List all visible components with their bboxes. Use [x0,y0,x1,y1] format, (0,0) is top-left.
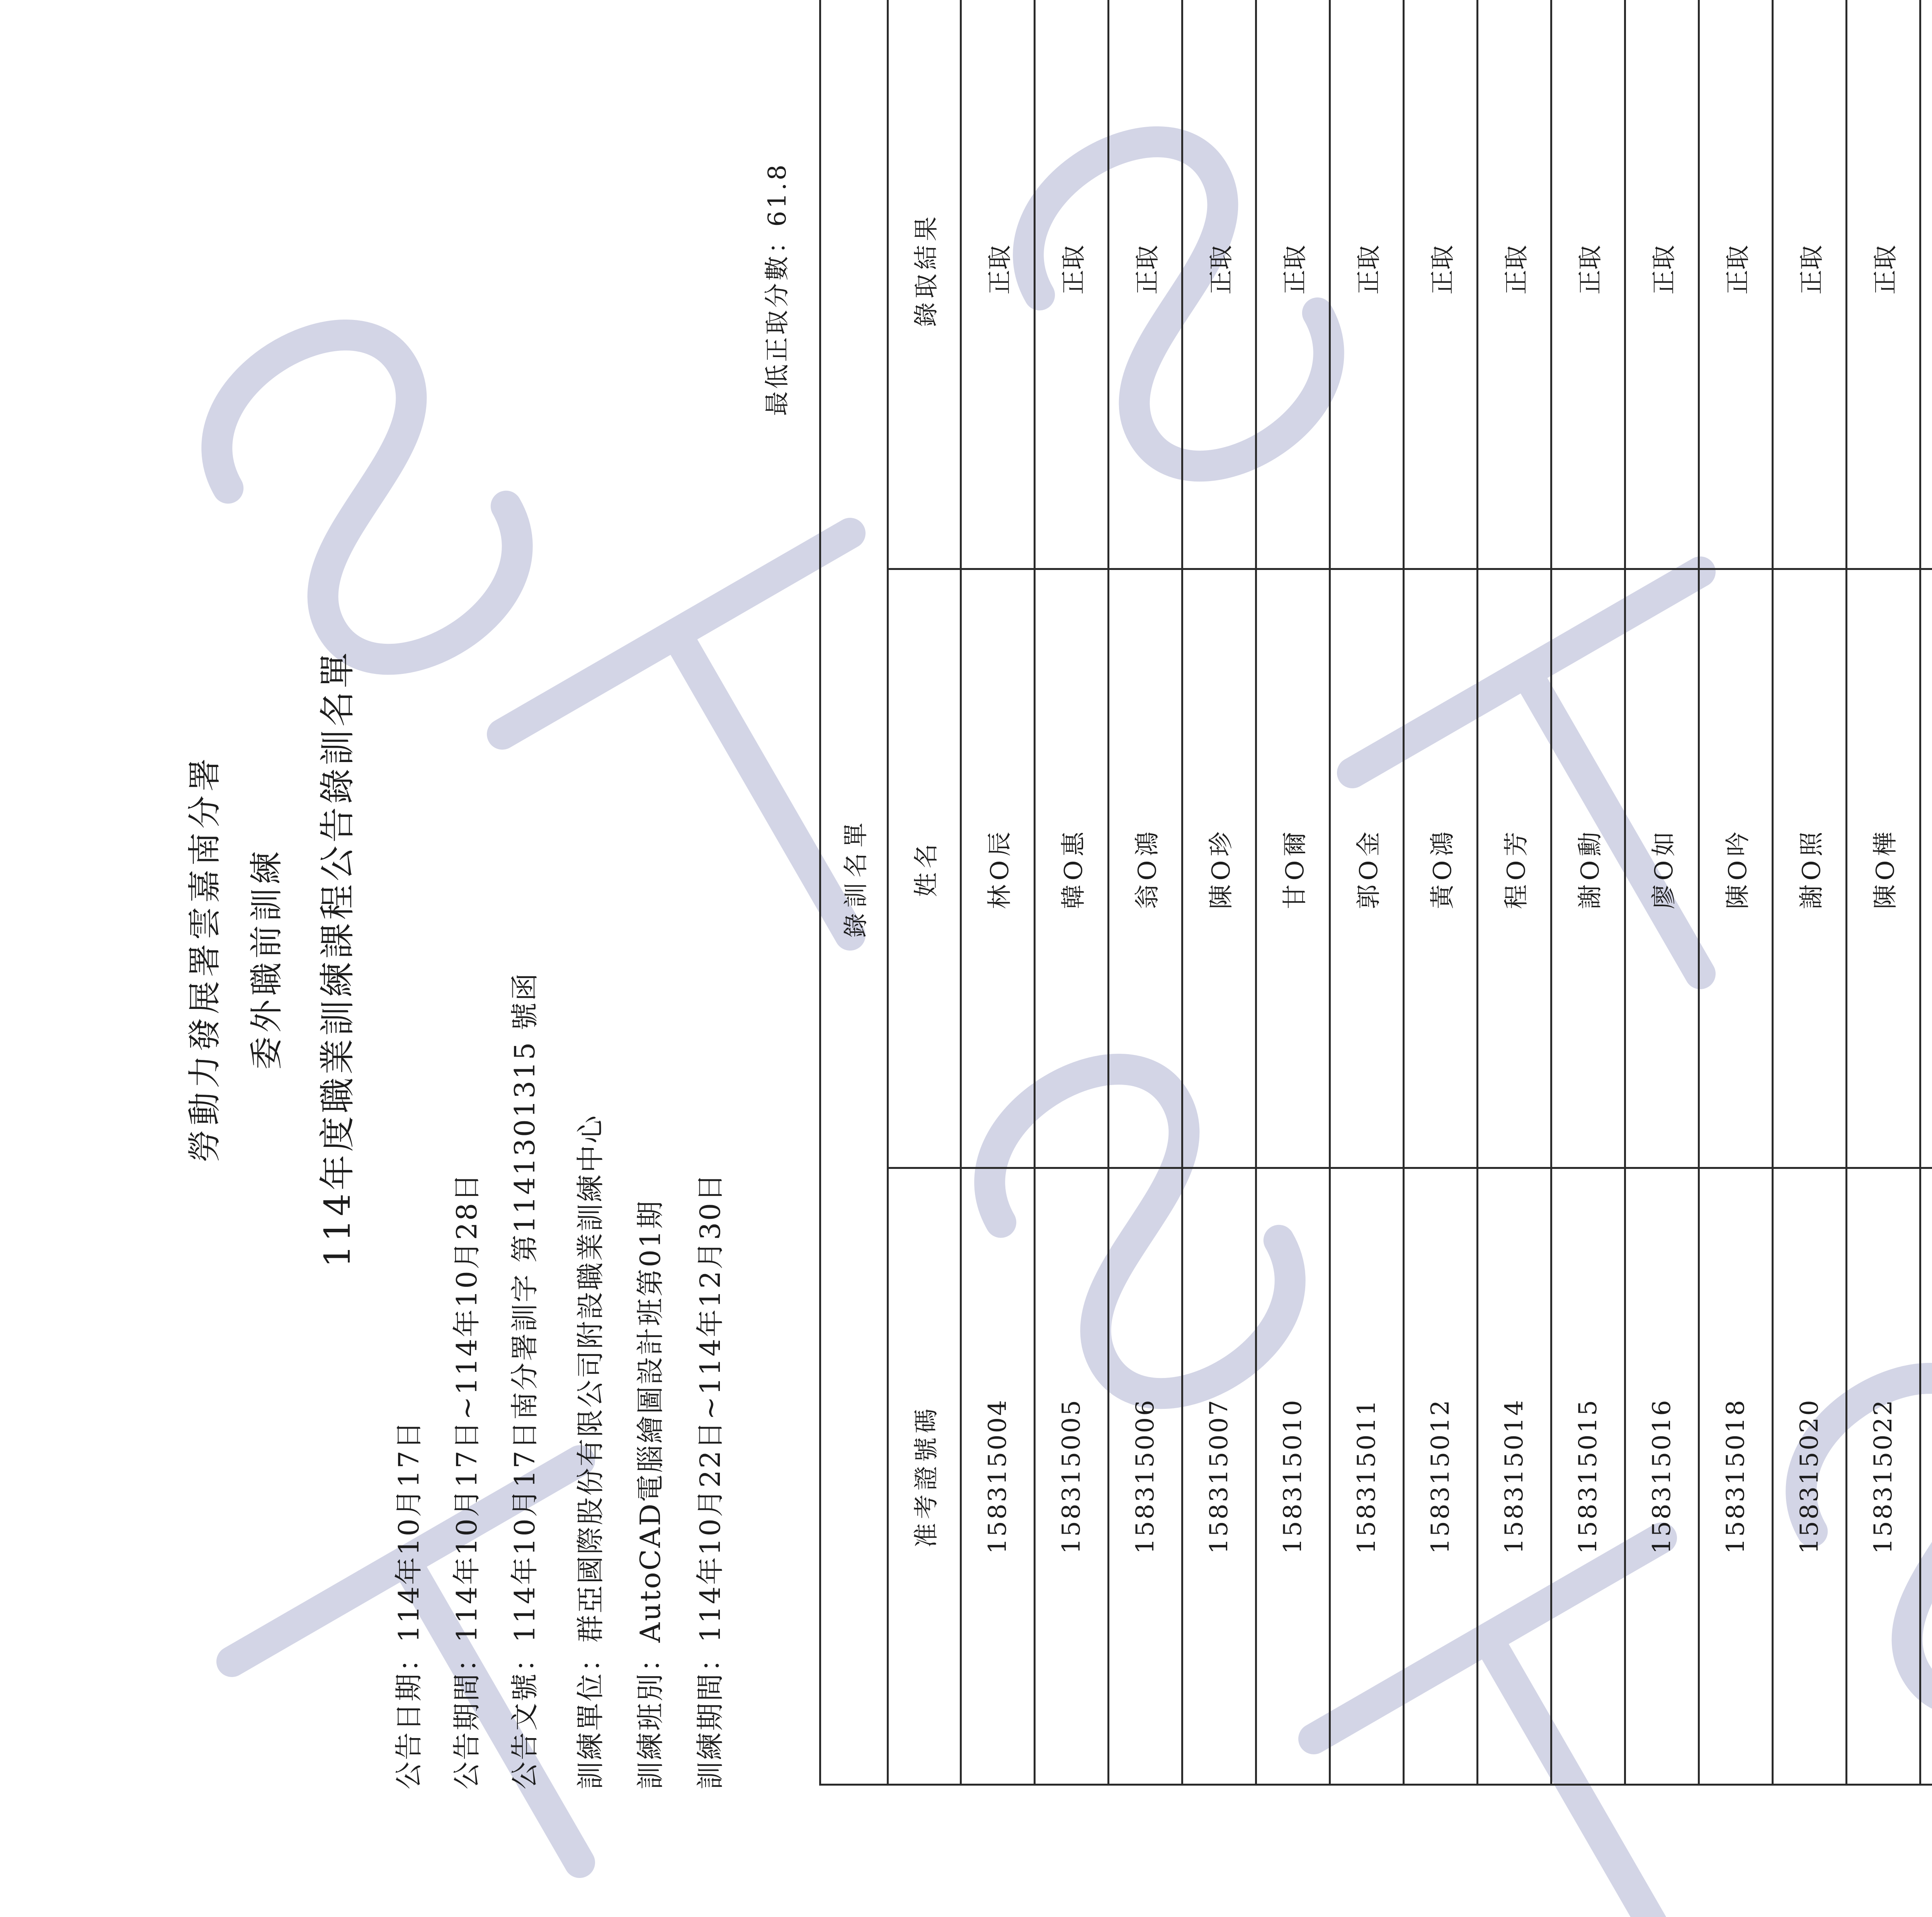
result-cell: 正取 [1330,0,1404,569]
table-row [1699,0,1773,1785]
name-cell: 程O芳 [1478,569,1551,1168]
result-cell: 正取 [1625,0,1699,569]
exam-id-cell: 158315011 [1330,1168,1404,1784]
program-title: 委外職前訓練 [247,847,286,1070]
result-cell: 正取 [1773,0,1847,569]
result-cell: 正取 [1256,0,1330,569]
exam-id-cell: 158315004 [961,1168,1035,1784]
result-cell: 正取 [1699,0,1773,569]
name-cell: 甘O爾 [1256,569,1330,1168]
table-row [1625,0,1699,1785]
document-title: 114年度職業訓練課程公告錄訓名單 [317,649,358,1268]
exam-id-cell: 158315012 [1404,1168,1478,1784]
result-cell: 正取 [1551,0,1625,569]
name-cell: 林O辰 [961,569,1035,1168]
name-cell: 謝O照 [1773,569,1847,1168]
name-cell: 黃O鴻 [1404,569,1478,1168]
name-cell: 陳O吟 [1699,569,1773,1168]
exam-id-cell: 158315010 [1256,1168,1330,1784]
exam-id-cell: 158315014 [1478,1168,1551,1784]
table-row [1773,0,1847,1785]
table-row [1920,0,1932,1785]
exam-id-cell: 158315020 [1773,1168,1847,1784]
name-cell: 韓O惠 [1035,569,1109,1168]
name-cell: 陳O珍 [1182,569,1256,1168]
table-row [1330,0,1404,1785]
table-row [1256,0,1330,1785]
exam-id-cell: 158315006 [1109,1168,1182,1784]
table-caption: 錄訓名單 [820,0,888,1785]
exam-id-cell: 158315018 [1699,1168,1773,1784]
name-cell: 翁O鴻 [1109,569,1182,1168]
name-cell: 陳O樺 [1847,569,1920,1168]
announce-period: 公告期間：114年10月17日~114年10月28日 [451,1172,483,1789]
training-period: 訓練期間：114年10月22日~114年12月30日 [694,1172,726,1789]
result-cell: 正取 [1182,0,1256,569]
exam-id-cell: 158315015 [1551,1168,1625,1784]
table-row [961,0,1035,1785]
result-cell: 正取 [1847,0,1920,569]
table-row [1404,0,1478,1785]
training-unit: 訓練單位：群亞國際股份有限公司附設職業訓練中心 [574,1114,607,1789]
column-header-exam-id: 准考證號碼 [888,1168,961,1784]
class-name: 訓練班別：AutoCAD電腦繪圖設計班第01期 [634,1199,667,1789]
name-cell: 郭O金 [1330,569,1404,1168]
agency-title: 勞動力發展署雲嘉南分署 [185,754,224,1163]
column-header-result: 錄取結果 [888,0,961,569]
exam-id-cell: 158315016 [1625,1168,1699,1784]
result-cell: 正取 [961,0,1035,569]
name-cell: 廖O如 [1625,569,1699,1168]
table-row [1478,0,1551,1785]
admission-table [819,0,1932,1786]
name-cell [1920,569,1932,1168]
table-row [1551,0,1625,1785]
announce-date: 公告日期：114年10月17日 [393,1420,425,1789]
name-cell: 謝O勳 [1551,569,1625,1168]
result-cell: 正取 [1035,0,1109,569]
table-row [1109,0,1182,1785]
table-row [1847,0,1920,1785]
table-row [1035,0,1109,1785]
document-number: 公告文號：114年10月17日南分署訓字 第1141301315 號函 [509,971,541,1789]
result-cell: 正取 [1478,0,1551,569]
exam-id-cell: 158315007 [1182,1168,1256,1784]
table-row [1182,0,1256,1785]
exam-id-cell: 158315022 [1847,1168,1920,1784]
min-admission-score: 最低正取分數：61.8 [763,162,792,416]
result-cell: 正取 [1109,0,1182,569]
exam-id-cell: 158315005 [1035,1168,1109,1784]
result-cell: 正取 [1404,0,1478,569]
result-cell [1920,0,1932,569]
column-header-name: 姓名 [888,569,961,1168]
exam-id-cell [1920,1168,1932,1784]
